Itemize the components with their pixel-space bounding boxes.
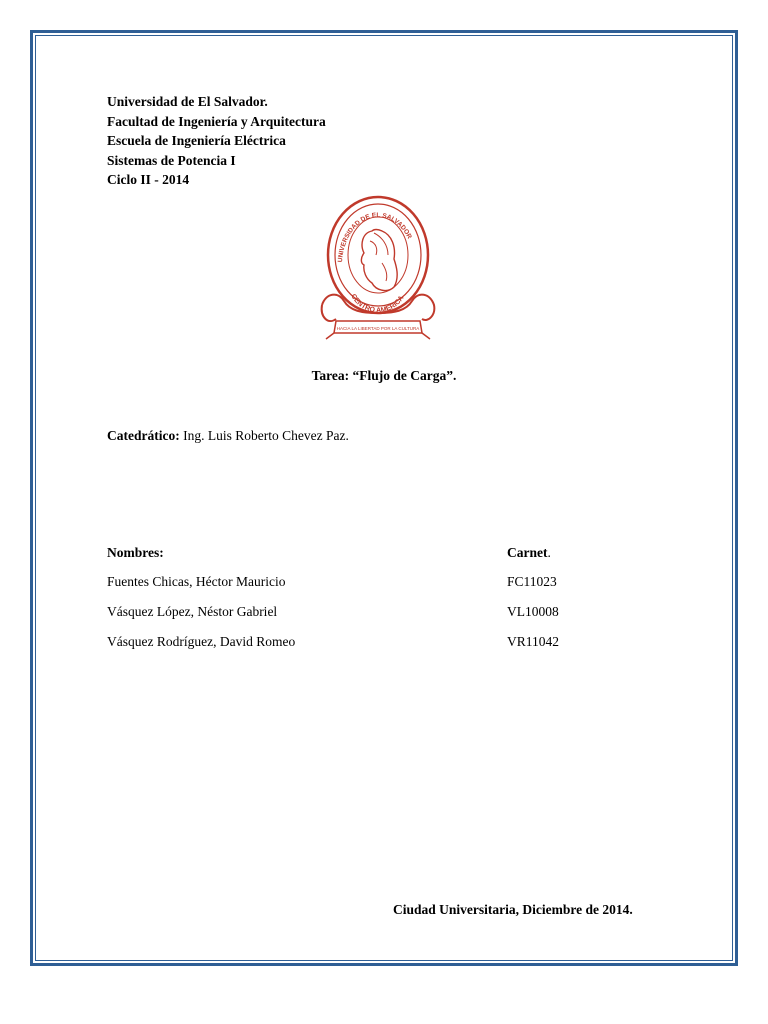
carnet-column-header: [507, 545, 551, 561]
professor-name: Ing. Luis Roberto Chevez Paz.: [179, 428, 349, 443]
school-name: Escuela de Ingeniería Eléctrica: [107, 133, 286, 148]
student-name: Vásquez Rodríguez, David Romeo: [107, 634, 296, 649]
assignment-title: Tarea: “Flujo de Carga”.: [311, 368, 457, 383]
student-name: Fuentes Chicas, Héctor Mauricio: [107, 574, 286, 589]
svg-text:UNIVERSIDAD DE EL SALVADOR: UNIVERSIDAD DE EL SALVADOR: [337, 211, 413, 263]
student-name: Vásquez López, Néstor Gabriel: [107, 604, 278, 619]
names-column-header: Nombres:: [107, 545, 164, 560]
professor-line: [107, 428, 349, 444]
university-seal-logo: [316, 193, 440, 343]
place-and-date: Ciudad Universitaria, Diciembre de 2014.: [393, 902, 633, 917]
svg-text:CENTRO AMERICA: CENTRO AMERICA: [349, 293, 406, 315]
student-carnet: FC11023: [507, 574, 557, 589]
professor-label: Catedrático:: [107, 428, 180, 443]
carnet-header-period: .: [547, 545, 551, 560]
student-carnet: VR11042: [507, 634, 560, 649]
cycle: Ciclo II - 2014: [107, 172, 190, 187]
carnet-header-label: Carnet: [507, 545, 548, 560]
university-name: Universidad de El Salvador.: [107, 94, 268, 109]
course-name: Sistemas de Potencia I: [107, 152, 236, 168]
student-carnet: VL10008: [507, 604, 559, 619]
svg-text:HACIA LA LIBERTAD POR LA CULTU: HACIA LA LIBERTAD POR LA CULTURA: [336, 326, 420, 331]
institution-header: [107, 92, 326, 190]
faculty-name: Facultad de Ingeniería y Arquitectura: [107, 113, 326, 129]
